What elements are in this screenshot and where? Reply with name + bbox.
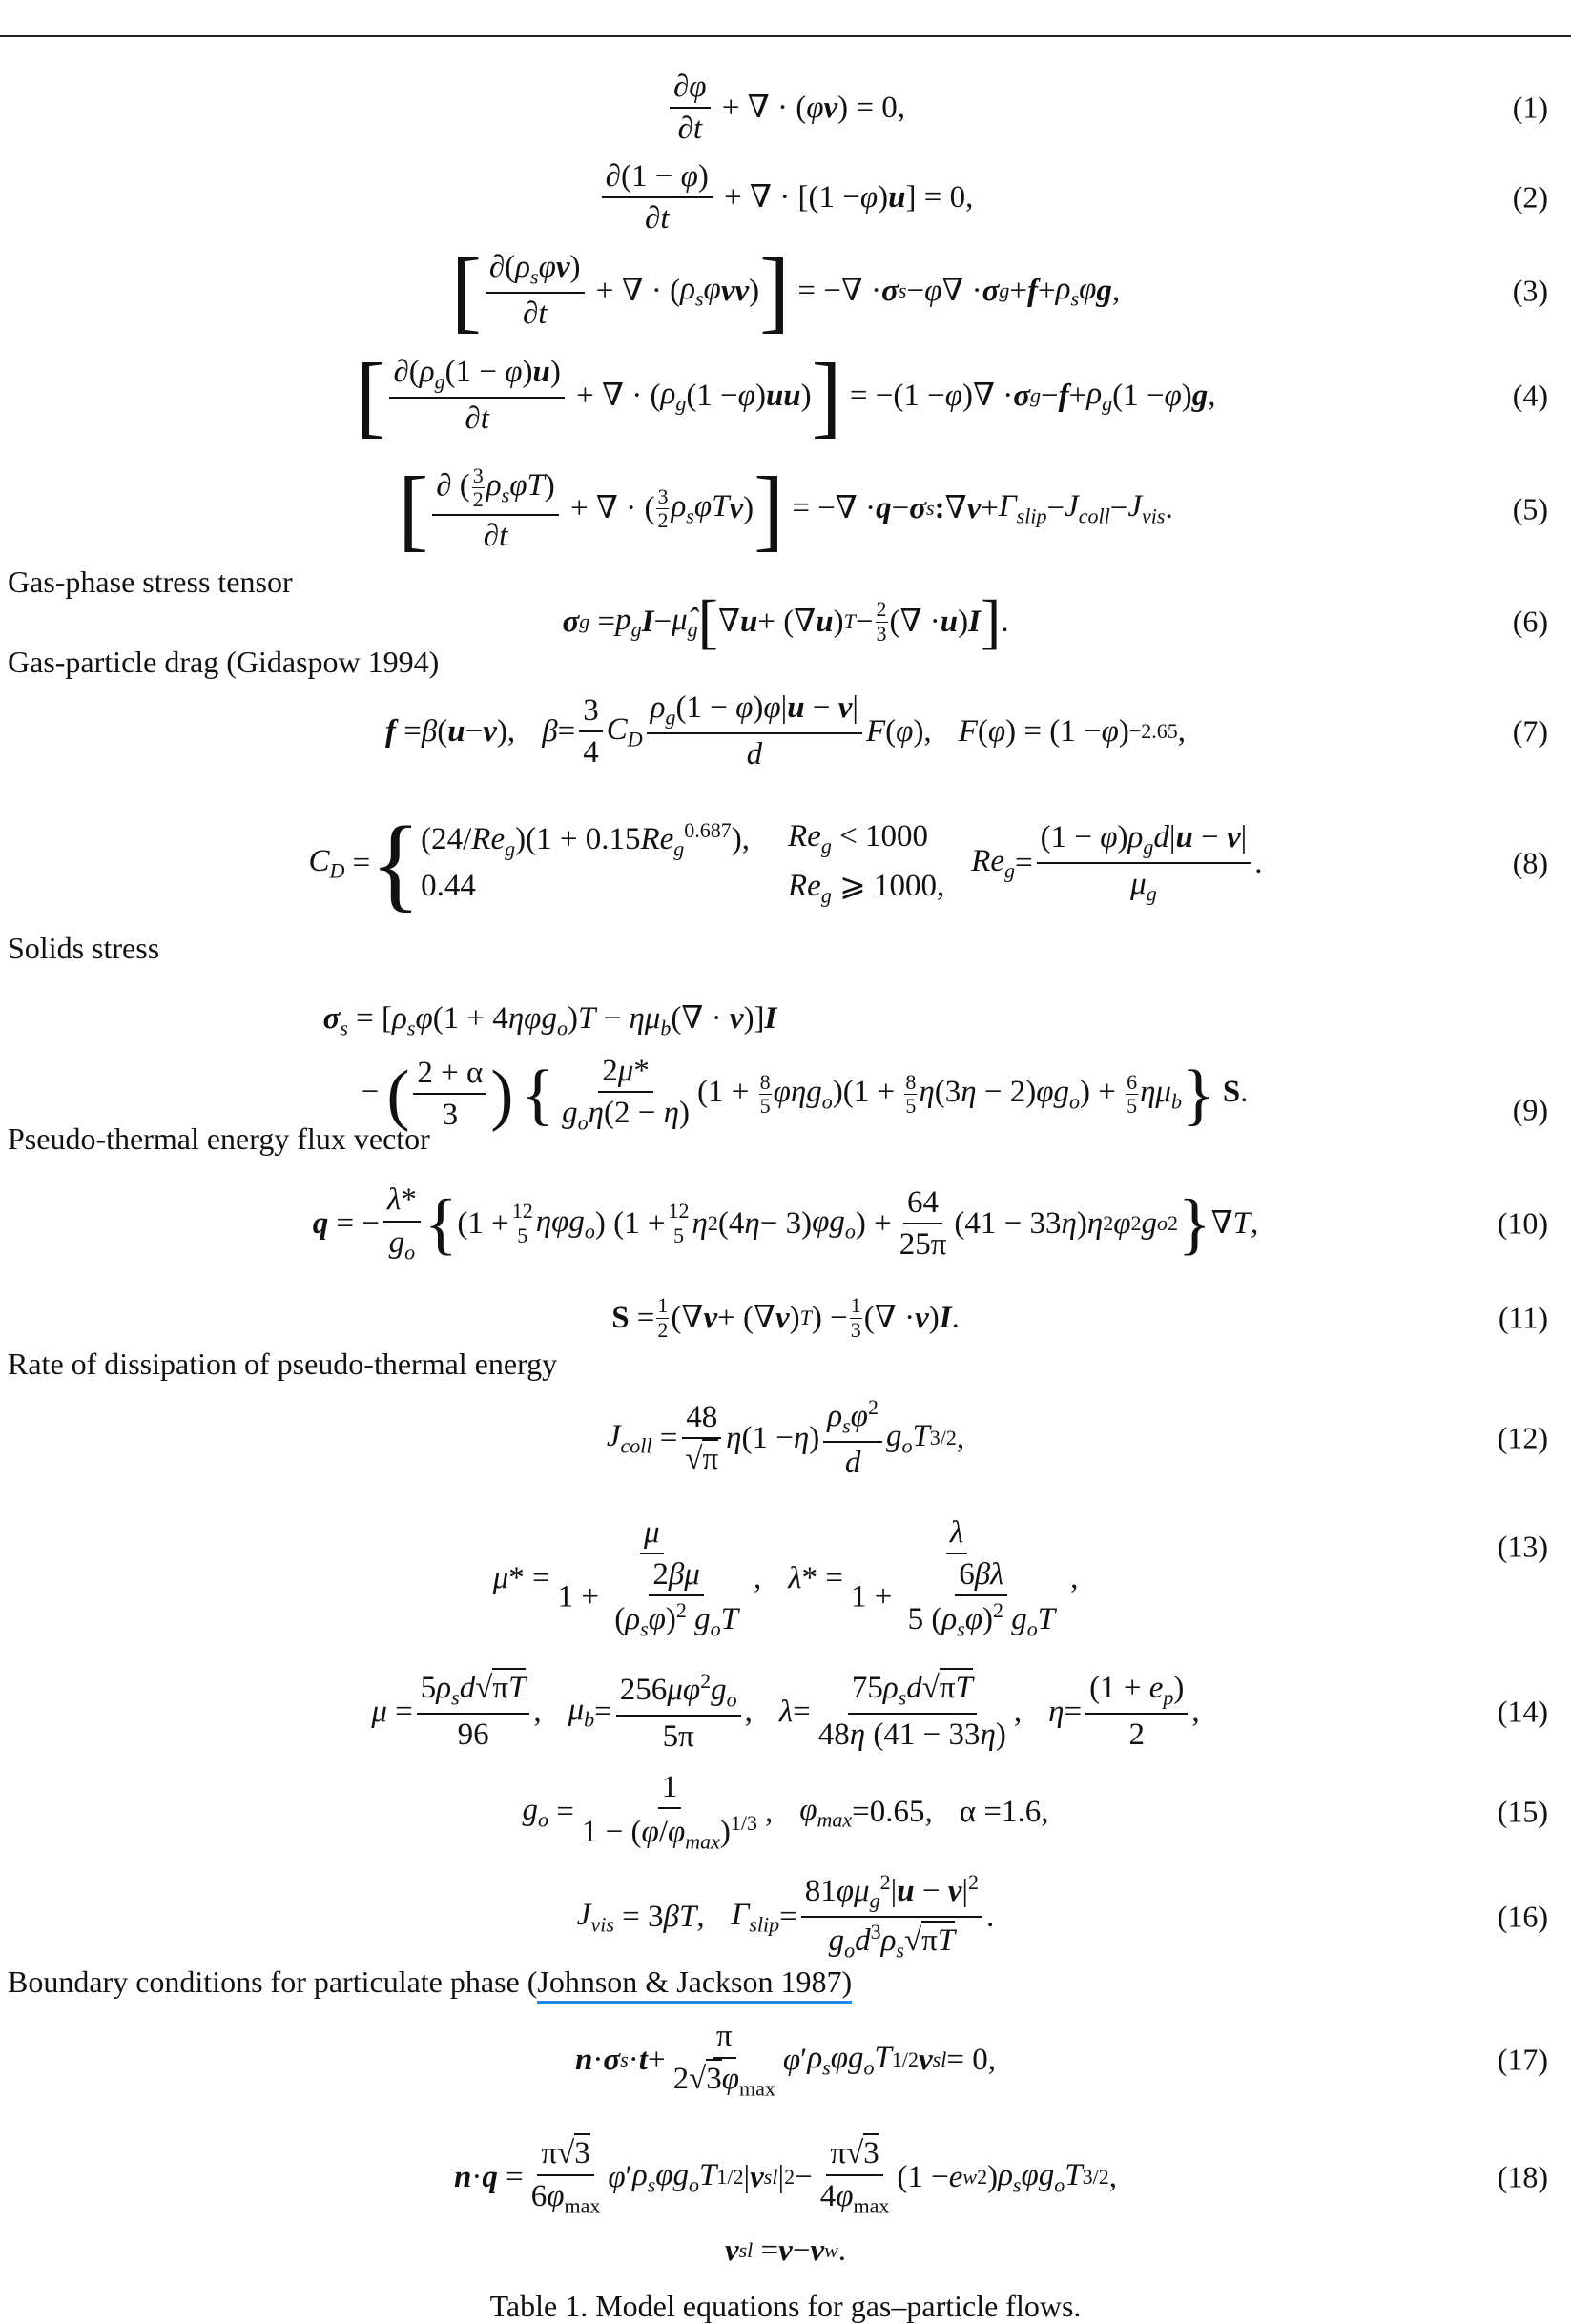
boundary-label-text: Boundary conditions for particulate phase ( (8, 1964, 538, 1999)
equation-number: (16) (1497, 1899, 1548, 1934)
equation-number: (9) (1512, 1092, 1548, 1127)
section-label-gas-stress: Gas-phase stress tensor (8, 565, 293, 599)
cd-dilute-value: 0.44 (421, 868, 476, 903)
equation-12: $J_{coll}$ = $\frac{48}{√\pi}$ η (1 − η ) $\frac{\rho_s\varphi^2}{d}$ $g_oT$ 3/2 , (12) (606, 1394, 1548, 1480)
equation-9: $\sigma_s = [\rho_s\varphi(1 + 4\eta\varphi g_o)T - \eta\mu_b(\nabla \cdot v)]I$ − ( $\frac{2 + \alpha}{3}$ ) { $\frac{2\mu*}{g_o\eta(2 - \eta)}$ (1 + $\frac{8}{5}$ φηg$_o$)(1 + $\frac{8}{5}$ $\eta(3\eta - 2)\varphi g_o$) + $\frac{6}{5}$ $\eta\mu_b$} S. (9) (322, 1001, 1548, 1135)
equation-13: μ * = μ 1 + $\frac{2\beta\mu}{(\rho_s\varphi)^2 g_oT}$ , λ * = λ 1 + $\frac{6\beta\lambda}{5 (\rho_s\varphi)^2 g_oT}$ , (13) (492, 1514, 1548, 1641)
equation-number: (18) (1497, 2159, 1548, 2194)
equation-6: σ g = $p_g$ I − $\mû_g$ [ ∇ u + (∇ u ) T − 2 3 (∇ · u ) I ] . (6) (562, 587, 1548, 655)
section-label-boundary (8, 1964, 852, 2000)
equation-number: (7) (1512, 713, 1548, 749)
equation-18: n · q = $\frac{\pi√3}{6\varphi_{max}}$ φ ′ $\rho_s\varphi g_oT$ 1/2 | v sl | 2 − $\frac{\pi√3}{4\varphi_{max}}$ (1 − e w 2 ) $\rho_s\varphi g_oT$ 3/2 , (18) (0, 2125, 1571, 2230)
equation-number: (4) (1512, 378, 1548, 413)
equation-1: $\frac{\partial\varphi}{\partial t}$ + ∇ · ( φ v ) = 0, (1) (0, 55, 1571, 160)
equation-number: (12) (1497, 1420, 1548, 1455)
equation-4: [ $\frac{\partial(\rho_g(1 - \varphi)u)}{\partial t}$ + ∇ · ( $\rho_g$ (1 − φ ) uu ) ] = −(1 − φ )∇ · σ g − f + $\rho_g$ (1 − φ ) g , (4) (355, 344, 1548, 446)
equation-16: $J_{vis}$ = 3 βT , $\Gamma_{slip}$ = $\frac{81\varphi\mu_g^2|u - v|^2}{g_od^3\rho_s√\pi T}$ . (16) (576, 1870, 1548, 1963)
equation-number: (13) (1497, 1529, 1548, 1564)
phi-max-value: 0.65 (869, 1794, 925, 1829)
citation-link[interactable]: Johnson & Jackson 1987) (537, 1964, 852, 2004)
equation-number: (6) (1512, 604, 1548, 639)
top-rule (0, 35, 1571, 37)
equation-number: (8) (1512, 845, 1548, 880)
equation-17: n · σ s · t + $\frac{\pi}{2√3\varphi_{max}}$ φ ′ $\rho_s\varphi g_oT$ 1/2 v sl = 0, (17) (575, 2019, 1548, 2101)
section-label-solids-stress: Solids stress (8, 931, 160, 965)
equation-number: (17) (1497, 2042, 1548, 2077)
cd-exponent: 0.687 (684, 817, 732, 842)
cd-coefficient: 0.15 (585, 821, 641, 856)
equation-11: S = 1 2 (∇ v + (∇ v ) T ) − 1 3 (∇ · v ) I . (11) (611, 1293, 1548, 1342)
equation-number: (14) (1497, 1694, 1548, 1729)
section-label-dissipation: Rate of dissipation of pseudo-thermal energy (8, 1347, 558, 1381)
equation-10: q = − $\frac{\lambda*}{g_o}$ { (1 + 12 5 ηφg$_o$ ) (1 + 12 5 η 2 (4 η − 3) $\varphi g_o$ ) + $\frac{64}{25\pi}$ (41 − 33 η ) η 2 φ 2 g o 2 } ∇ T , (10) (312, 1183, 1548, 1265)
equation-5: [ ∂ ( $\frac{3}{2}$ $\rho_s\varphi T$) ∂t + ∇ · ( 3 2 $\rho_s\varphi T$ v ) ] = −∇ · q − σ s : ∇ v + $\Gamma_{slip}$ − $J_{coll}$ − $J_{vis}$ . (5) (398, 457, 1548, 560)
equation-2: $\frac{\partial(1 - \varphi)}{\partial t}$ + ∇ · [(1 − φ ) u ] = 0, (2) (0, 150, 1571, 245)
equation-7: f = β ( u − v ), β = $\frac{3}{4}$ $C_D$ $\frac{\rho_g(1 - \varphi)\varphi|u - v|}{d}$ F ( φ ), F ( φ ) = (1 − φ ) −2.65 , (7) (384, 690, 1548, 772)
re-threshold: 1000 (873, 868, 937, 903)
re-threshold: 1000 (864, 818, 928, 854)
equation-number: (5) (1512, 490, 1548, 525)
drag-exponent: −2.65 (1128, 718, 1178, 743)
equation-8: $C_D$ = { $(24/Re_g)(1 + 0.15Re_g^{0.687})$, $Re_g < 1000$ 0.44 $Re_g$ ⩾ 1000, $Re_g$ = $\frac{(1 - \varphi)\rho_gd|u - v|}{\mu_g}$ . (8) (308, 805, 1548, 921)
equation-number: (3) (1512, 273, 1548, 308)
equation-3: [ $\frac{\partial(\rho_s\varphi v)}{\partial t}$ + ∇ · ( $\rho_s\varphi$ vv ) ] = −∇ · σ s − φ ∇ · σ g + f + $\rho_s\varphi$ g , (3) (450, 239, 1548, 341)
equation-number: (10) (1497, 1205, 1548, 1241)
equation-number: (2) (1512, 179, 1548, 215)
section-label-drag: Gas-particle drag (Gidaspow 1994) (8, 645, 440, 679)
equation-number: (11) (1498, 1300, 1548, 1335)
equation-15: $g_o$ = $\frac{1}{1 - (\varphi/\varphi_{max})^{1/3}}$ , $\varphi_{max}$ = 0.65 , α = 1.6 , (15) (522, 1769, 1548, 1854)
table-caption: Table 1. Model equations for gas–particle flows. (489, 2289, 1082, 2323)
equation-number: (1) (1512, 90, 1548, 125)
section-label-flux: Pseudo-thermal energy flux vector (8, 1121, 430, 1156)
equation-slip-velocity: v sl = v − v w . (724, 2232, 847, 2268)
equation-number: (15) (1497, 1794, 1548, 1829)
alpha-value: 1.6 (1001, 1794, 1042, 1829)
equation-14: μ = $\frac{5\rho_sd√\pi T}{96}$ , $\mu_b$ = $\frac{256\mu\varphi^2g_o}{5\pi}$ , λ = $\frac{75\rho_sd√\pi T}{48\eta (41 - 33\eta)}$ , η = $\frac{(1 + e_p)}{2}$ , (14) (371, 1668, 1548, 1754)
